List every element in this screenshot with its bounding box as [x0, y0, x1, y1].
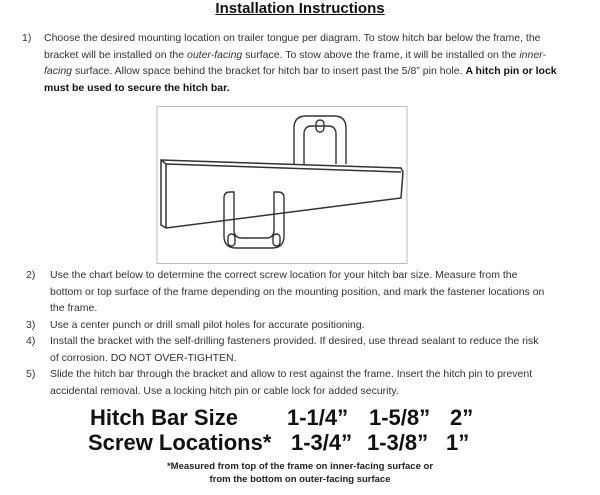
bracket-mounting-diagram [156, 106, 408, 264]
step-5-number: 5) [26, 368, 36, 380]
step-4-number: 4) [26, 335, 36, 347]
screw-location-value: 1” [446, 430, 470, 455]
step-4-text: Install the bracket with the self-drilling fasteners provided. If desired, use thread sealant to reduce the risk of corrosion. DO NOT OVER-TIGHTEN. [50, 335, 539, 364]
step-1-number: 1) [22, 32, 32, 44]
screw-locations-label: Screw Locations* [88, 430, 272, 455]
hitch-bar-size-label: Hitch Bar Size [90, 405, 238, 430]
upper-bracket [294, 116, 346, 164]
step-1-text-run: surface. Allow space behind the bracket for hitch bar to insert past the 5/8” pin hole. [72, 65, 466, 77]
step-3-text: Use a center punch or drill small pilot holes for accurate positioning. [50, 319, 365, 331]
footnote-line-1: *Measured from top of the frame on inner-facing surface or [166, 461, 434, 472]
step-3-number: 3) [26, 319, 36, 331]
step-1-text-run: Choose the desired mounting location on trailer tongue per diagram. To stow hitch bar below the frame, the bracket will be installed on the [44, 32, 541, 61]
step-2-text: Use the chart below to determine the correct screw location for your hitch bar size. Measure from the bottom or top surface of the frame depending on the mounting position, and mark the fastener locations on the frame. [50, 269, 545, 314]
step-1-text-run: surface. To stow above the frame, it will be installed on the [242, 48, 520, 61]
step-1-text-run: A hitch pin or lock must be used to secure the hitch bar. [44, 65, 557, 94]
screw-location-value: 1-3/8” [367, 430, 429, 455]
footnote-line-2: from the bottom on outer-facing surface [209, 474, 391, 485]
hitch-bar-size-value: 1-5/8” [369, 405, 431, 430]
screw-location-value: 1-3/4” [291, 430, 353, 455]
step-1-text-run: inner-facing [44, 48, 546, 77]
step-5-text: Slide the hitch bar through the bracket and allow to rest against the frame. Insert the hitch pin to prevent accidental removal. Use a locking hitch pin or cable lock for added security. [50, 368, 533, 397]
step-1-text-run: outer-facing [187, 48, 243, 61]
step-2-number: 2) [26, 269, 36, 281]
step-1-text [44, 30, 562, 96]
page-title: Installation Instructions [215, 0, 385, 17]
hitch-bar-size-value: 2” [450, 405, 474, 430]
hitch-bar-size-value: 1-1/4” [287, 405, 349, 430]
